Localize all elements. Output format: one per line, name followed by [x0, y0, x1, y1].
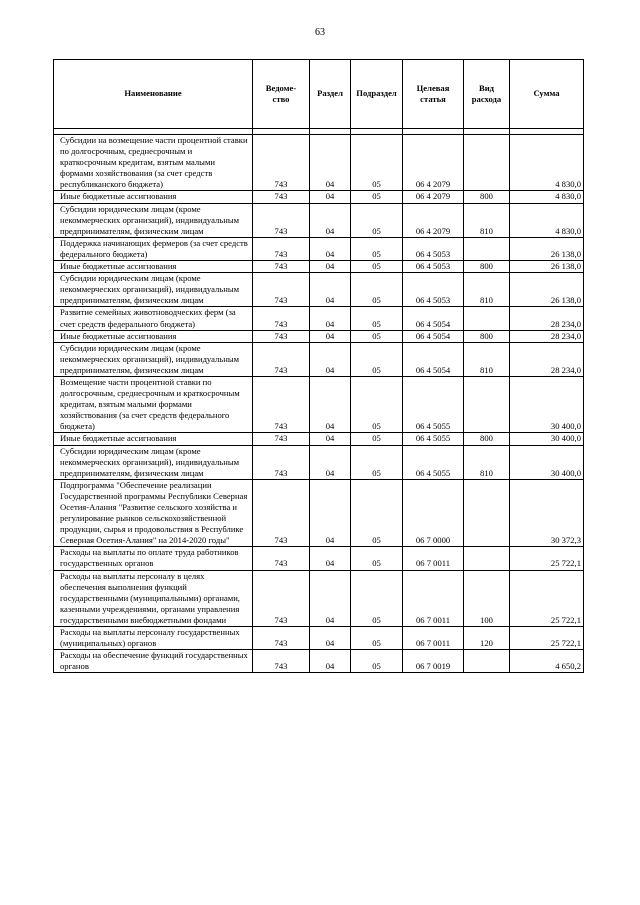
cell-vedomstvo: 743 [253, 433, 310, 445]
table-row [54, 135, 584, 191]
cell-celevaya: 06 7 0019 [403, 650, 464, 673]
cell-name: Субсидии юридическим лицам (кроме некоммерческих организаций), индивидуальным предпринимателям, физическим лицам [54, 445, 253, 479]
cell-celevaya: 06 4 5055 [403, 445, 464, 479]
table-row [54, 191, 584, 203]
cell-summa: 4 650,2 [510, 650, 584, 673]
cell-summa: 4 830,0 [510, 203, 584, 237]
cell-name: Расходы на выплаты по оплате труда работников государственных органов [54, 547, 253, 570]
cell-celevaya: 06 7 0011 [403, 547, 464, 570]
header-row [54, 60, 584, 129]
cell-vid [464, 135, 510, 191]
cell-name: Возмещение части процентной ставки по долгосрочным, среднесрочным и краткосрочным кредитам, взятым малыми формами хозяйствования (за счет средств федерального бюджета) [54, 376, 253, 432]
cell-vid: 800 [464, 433, 510, 445]
cell-podrazdel: 05 [351, 135, 403, 191]
cell-celevaya: 06 4 2079 [403, 191, 464, 203]
cell-razdel: 04 [310, 479, 351, 547]
cell-celevaya: 06 7 0011 [403, 627, 464, 650]
cell-vedomstvo: 743 [253, 650, 310, 673]
cell-celevaya: 06 4 5054 [403, 330, 464, 342]
table-row [54, 273, 584, 307]
cell-name: Субсидии юридическим лицам (кроме некоммерческих организаций), индивидуальным предпринимателям, физическим лицам [54, 342, 253, 376]
cell-celevaya: 06 7 0011 [403, 570, 464, 626]
cell-razdel: 04 [310, 261, 351, 273]
table-row [54, 237, 584, 260]
table-row [54, 203, 584, 237]
header-podrazdel: Подраздел [351, 60, 403, 129]
cell-summa: 26 138,0 [510, 237, 584, 260]
cell-name: Иные бюджетные ассигнования [54, 433, 253, 445]
cell-celevaya: 06 4 2079 [403, 135, 464, 191]
cell-vid [464, 650, 510, 673]
table-row [54, 261, 584, 273]
header-vedomstvo: Ведоме- ство [253, 60, 310, 129]
cell-podrazdel: 05 [351, 570, 403, 626]
cell-name: Расходы на обеспечение функций государственных органов [54, 650, 253, 673]
cell-summa: 28 234,0 [510, 342, 584, 376]
header-vid: Вид расхода [464, 60, 510, 129]
cell-summa: 25 722,1 [510, 570, 584, 626]
cell-vedomstvo: 743 [253, 203, 310, 237]
cell-vedomstvo: 743 [253, 445, 310, 479]
cell-podrazdel: 05 [351, 479, 403, 547]
cell-vedomstvo: 743 [253, 570, 310, 626]
cell-summa: 28 234,0 [510, 330, 584, 342]
cell-name: Подпрограмма "Обеспечение реализации Государственной программы Республики Северная Осетия-Алания "Развитие сельского хозяйства и регулирование рынков сельскохозяйственной продукции, сырья и продовольствия в Республике Северная Осетия-Алания" на 2014-2020 годы" [54, 479, 253, 547]
table-row [54, 433, 584, 445]
cell-razdel: 04 [310, 135, 351, 191]
cell-vid: 810 [464, 445, 510, 479]
cell-vid [464, 479, 510, 547]
budget-table [53, 59, 584, 673]
cell-vedomstvo: 743 [253, 273, 310, 307]
cell-razdel: 04 [310, 376, 351, 432]
cell-vid: 800 [464, 191, 510, 203]
cell-name: Расходы на выплаты персоналу в целях обеспечения выполнения функций государственными (муниципальными) органами, казенными учреждениями, органами управления государственными внебюджетными фондами [54, 570, 253, 626]
cell-celevaya: 06 4 5055 [403, 376, 464, 432]
cell-name: Субсидии на возмещение части процентной ставки по долгосрочным, среднесрочным и краткосрочным кредитам, взятым малыми формами хозяйствования (за счет средств республиканского бюджета) [54, 135, 253, 191]
cell-summa: 30 400,0 [510, 376, 584, 432]
table-row [54, 342, 584, 376]
cell-vid: 810 [464, 342, 510, 376]
cell-vedomstvo: 743 [253, 135, 310, 191]
cell-celevaya: 06 4 5053 [403, 273, 464, 307]
cell-vid [464, 307, 510, 330]
cell-summa: 30 400,0 [510, 433, 584, 445]
table-row [54, 445, 584, 479]
cell-podrazdel: 05 [351, 307, 403, 330]
cell-summa: 28 234,0 [510, 307, 584, 330]
cell-name: Субсидии юридическим лицам (кроме некоммерческих организаций), индивидуальным предпринимателям, физическим лицам [54, 203, 253, 237]
cell-vedomstvo: 743 [253, 627, 310, 650]
cell-vid: 810 [464, 203, 510, 237]
cell-razdel: 04 [310, 445, 351, 479]
cell-name: Расходы на выплаты персоналу государственных (муниципальных) органов [54, 627, 253, 650]
cell-podrazdel: 05 [351, 330, 403, 342]
cell-vedomstvo: 743 [253, 330, 310, 342]
cell-vid [464, 376, 510, 432]
cell-name: Развитие семейных животноводческих ферм (за счет средств федерального бюджета) [54, 307, 253, 330]
cell-razdel: 04 [310, 342, 351, 376]
table-row [54, 307, 584, 330]
cell-celevaya: 06 4 5054 [403, 307, 464, 330]
cell-podrazdel: 05 [351, 261, 403, 273]
table-row [54, 479, 584, 547]
cell-celevaya: 06 4 5054 [403, 342, 464, 376]
cell-razdel: 04 [310, 570, 351, 626]
cell-podrazdel: 05 [351, 445, 403, 479]
table-row [54, 570, 584, 626]
header-summa: Сумма [510, 60, 584, 129]
table-row [54, 330, 584, 342]
cell-podrazdel: 05 [351, 433, 403, 445]
cell-summa: 25 722,1 [510, 627, 584, 650]
cell-vid [464, 547, 510, 570]
cell-razdel: 04 [310, 650, 351, 673]
cell-podrazdel: 05 [351, 627, 403, 650]
cell-vedomstvo: 743 [253, 479, 310, 547]
cell-razdel: 04 [310, 273, 351, 307]
cell-summa: 30 372,3 [510, 479, 584, 547]
cell-vid: 120 [464, 627, 510, 650]
cell-celevaya: 06 4 2079 [403, 203, 464, 237]
cell-name: Субсидии юридическим лицам (кроме некоммерческих организаций), индивидуальным предпринимателям, физическим лицам [54, 273, 253, 307]
table-row [54, 627, 584, 650]
page-number: 63 [315, 27, 325, 38]
cell-vedomstvo: 743 [253, 191, 310, 203]
cell-podrazdel: 05 [351, 203, 403, 237]
table-row [54, 650, 584, 673]
cell-razdel: 04 [310, 330, 351, 342]
cell-vedomstvo: 743 [253, 376, 310, 432]
cell-name: Иные бюджетные ассигнования [54, 191, 253, 203]
cell-vedomstvo: 743 [253, 342, 310, 376]
cell-name: Поддержка начинающих фермеров (за счет средств федерального бюджета) [54, 237, 253, 260]
cell-podrazdel: 05 [351, 342, 403, 376]
cell-summa: 26 138,0 [510, 261, 584, 273]
cell-podrazdel: 05 [351, 273, 403, 307]
cell-summa: 30 400,0 [510, 445, 584, 479]
cell-razdel: 04 [310, 307, 351, 330]
cell-vid: 800 [464, 330, 510, 342]
cell-vedomstvo: 743 [253, 237, 310, 260]
cell-razdel: 04 [310, 627, 351, 650]
cell-razdel: 04 [310, 203, 351, 237]
header-razdel: Раздел [310, 60, 351, 129]
cell-podrazdel: 05 [351, 547, 403, 570]
header-name: Наименование [54, 60, 253, 129]
cell-name: Иные бюджетные ассигнования [54, 330, 253, 342]
cell-vedomstvo: 743 [253, 547, 310, 570]
cell-razdel: 04 [310, 433, 351, 445]
cell-celevaya: 06 4 5053 [403, 237, 464, 260]
cell-podrazdel: 05 [351, 376, 403, 432]
cell-name: Иные бюджетные ассигнования [54, 261, 253, 273]
cell-summa: 26 138,0 [510, 273, 584, 307]
cell-vid [464, 237, 510, 260]
cell-summa: 25 722,1 [510, 547, 584, 570]
cell-vedomstvo: 743 [253, 261, 310, 273]
cell-vid: 810 [464, 273, 510, 307]
cell-celevaya: 06 7 0000 [403, 479, 464, 547]
cell-vedomstvo: 743 [253, 307, 310, 330]
cell-podrazdel: 05 [351, 650, 403, 673]
cell-vid: 100 [464, 570, 510, 626]
cell-podrazdel: 05 [351, 191, 403, 203]
header-celevaya: Целевая статья [403, 60, 464, 129]
cell-celevaya: 06 4 5053 [403, 261, 464, 273]
cell-razdel: 04 [310, 237, 351, 260]
cell-razdel: 04 [310, 191, 351, 203]
cell-summa: 4 830,0 [510, 191, 584, 203]
cell-podrazdel: 05 [351, 237, 403, 260]
cell-celevaya: 06 4 5055 [403, 433, 464, 445]
cell-summa: 4 830,0 [510, 135, 584, 191]
cell-vid: 800 [464, 261, 510, 273]
table-row [54, 547, 584, 570]
cell-razdel: 04 [310, 547, 351, 570]
table-row [54, 376, 584, 432]
